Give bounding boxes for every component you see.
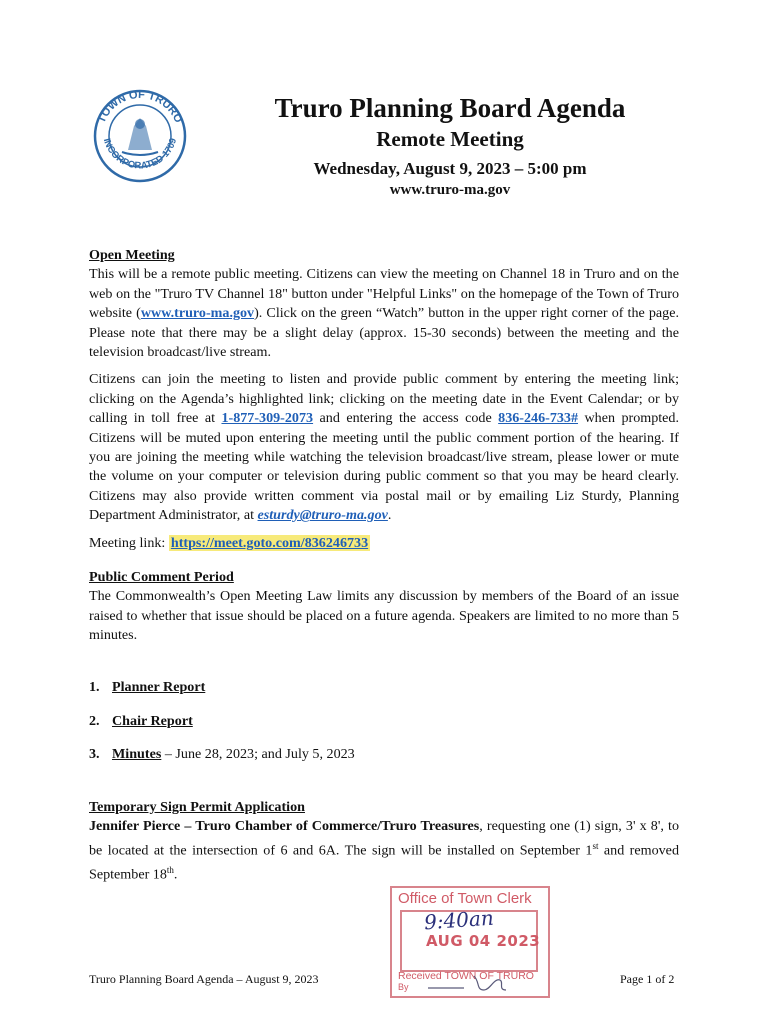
footer-title: Truro Planning Board Agenda – August 9, 2023	[89, 972, 319, 986]
agenda-item-minutes: 3. Minutes – June 28, 2023; and July 5, 2023	[89, 746, 355, 762]
page-title: Truro Planning Board Agenda	[274, 93, 626, 123]
agenda-item-chair-report: 2. Chair Report	[89, 713, 193, 729]
open-meeting-paragraph-1: This will be a remote public meeting. Citizens can view the meeting on Channel 18 in Truro and on the web on the "Truro TV Channel 18" button under "Helpful Links" on the homepage of the Town of Truro website (www.truro-ma.gov). Click on the green “Watch” button in the upper right corner of the page. Please note that there may be a slight delay (approx. 15-30 seconds) between the meeting and the television broadcast/live stream.	[89, 266, 679, 361]
stamp-date: AUG 04 2023	[426, 932, 541, 950]
open-meeting-section	[89, 246, 679, 553]
access-code-link[interactable]: 836-246-733#	[498, 410, 579, 427]
meeting-date: Wednesday, August 9, 2023 – 5:00 pm	[313, 159, 587, 178]
public-comment-text: The Commonwealth’s Open Meeting Law limits any discussion by members of the Board of an issue raised to whether that issue should be placed on a future agenda. Speakers are limited to no more than 5 minutes.	[89, 588, 679, 644]
svg-text:INCORPORATED 1709: INCORPORATED 1709	[100, 136, 180, 172]
meeting-link-label: Meeting link:	[89, 534, 169, 551]
stamp-received: Received TOWN OF TRURO	[398, 970, 534, 982]
website-text: www.truro-ma.gov	[389, 182, 511, 198]
sign-permit-section	[89, 798, 679, 885]
stamp-title: Office of Town Clerk	[398, 890, 532, 907]
meeting-type: Remote Meeting	[376, 127, 524, 151]
public-comment-section	[89, 568, 679, 646]
stamp-by: By	[398, 982, 409, 992]
town-seal-icon	[92, 88, 188, 184]
sign-permit-text: Jennifer Pierce – Truro Chamber of Commerce/Truro Treasures, requesting one (1) sign, 3' x 8', to be located at the intersection of 6 and 6A. The sign will be installed on September 1st and removed September 18th.	[89, 818, 679, 883]
title-block	[240, 92, 660, 200]
email-link[interactable]: esturdy@truro-ma.gov	[257, 507, 388, 524]
agenda-item-planner-report: 1. Planner Report	[89, 679, 206, 695]
town-clerk-stamp	[390, 886, 550, 998]
phone-link[interactable]: 1-877-309-2073	[221, 410, 314, 427]
public-comment-heading: Public Comment Period	[89, 569, 234, 585]
meeting-link-line	[89, 534, 679, 553]
signature-icon	[424, 972, 524, 994]
stamp-time: 9:40an	[423, 905, 495, 935]
sign-permit-heading: Temporary Sign Permit Application	[89, 799, 305, 815]
svg-text:TOWN OF TRURO: TOWN OF TRURO	[95, 88, 185, 125]
open-meeting-heading: Open Meeting	[89, 247, 175, 263]
meeting-link[interactable]: https://meet.goto.com/836246733	[170, 534, 369, 551]
page-number: Page 1 of 2	[620, 972, 675, 986]
website-link[interactable]: www.truro-ma.gov	[140, 305, 255, 322]
open-meeting-paragraph-2: Citizens can join the meeting to listen and provide public comment by entering the meeting link; clicking on the Agenda’s highlighted link; clicking on the meeting date in the Event Calendar; or by calling in toll free at 1-877-309-2073 and entering the access code 836-246-733# when prompted. Citizens will be muted upon entering the meeting until the public comment portion of the hearing. If you are joining the meeting while watching the television broadcast/live stream, please lower or mute the volume on your computer or television during public comment so that you may be heard clearly. Citizens may also provide written comment via postal mail or by emailing Liz Sturdy, Planning Department Administrator, at esturdy@truro-ma.gov.	[89, 371, 679, 524]
